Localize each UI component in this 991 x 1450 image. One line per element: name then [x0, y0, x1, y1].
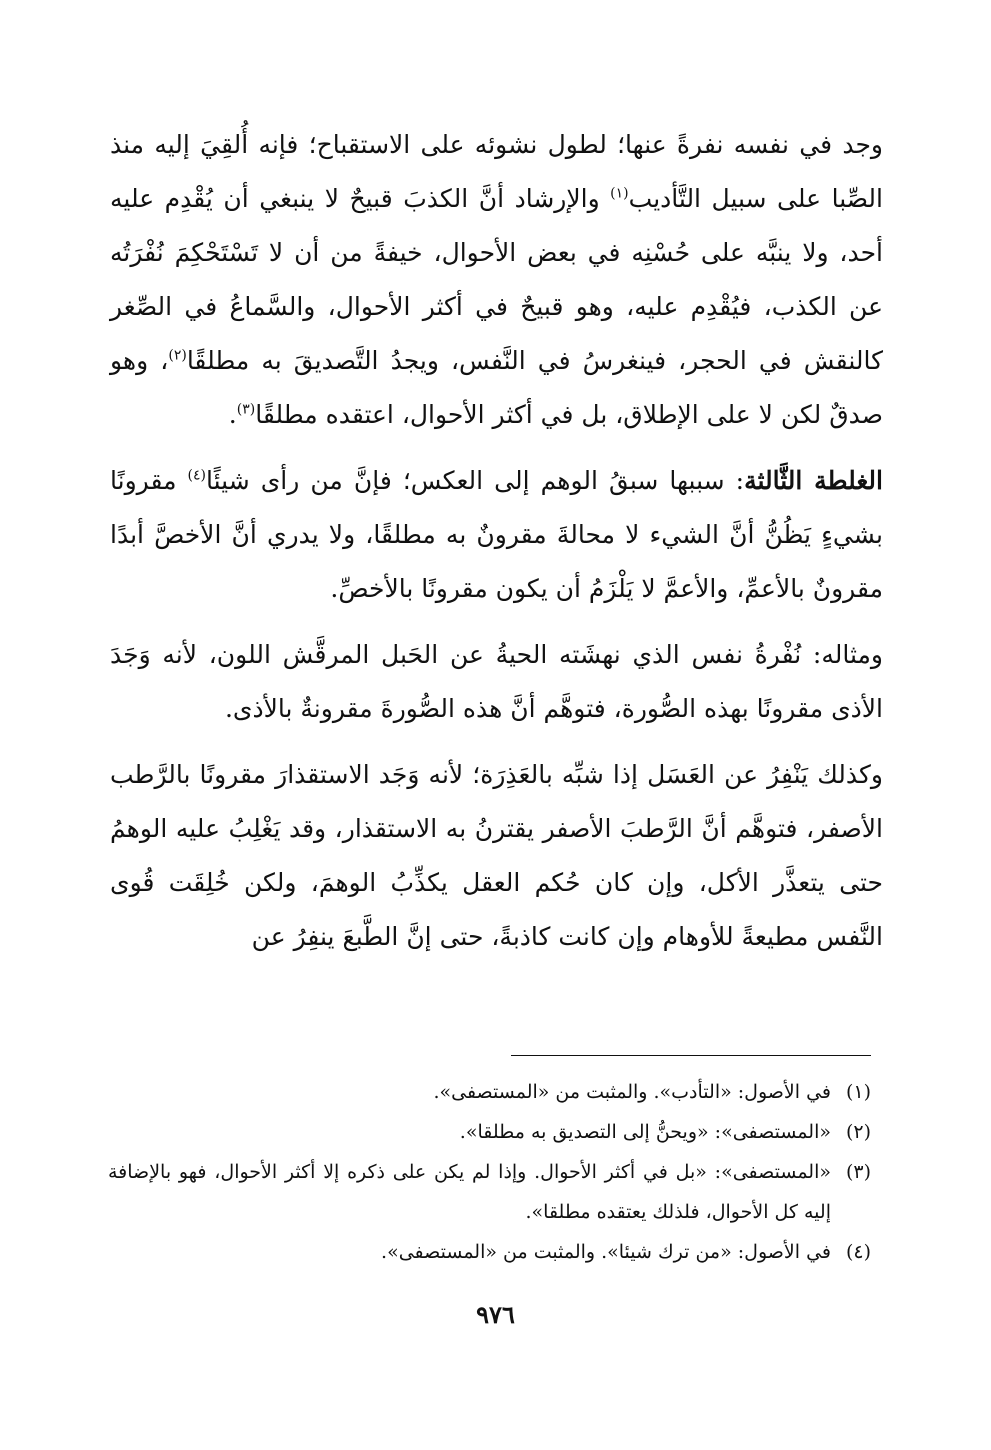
- section-heading: الغلطة الثَّالثة: [744, 466, 883, 495]
- footnote-ref-3: (٣): [236, 401, 256, 418]
- footnotes: [108, 1072, 871, 1272]
- footnote-text: في الأصول: «من ترك شيئا». والمثبت من «المستصفى».: [381, 1241, 831, 1263]
- footnote-number: (٢): [845, 1121, 871, 1143]
- footnote-4: [108, 1232, 871, 1272]
- footnote-number: (٣): [845, 1161, 871, 1183]
- footnote-text: في الأصول: «التأدب». والمثبت من «المستصفى».: [433, 1081, 831, 1103]
- main-text: [110, 118, 883, 976]
- paragraph-1-text-c: ، وهو صدقٌ لكن لا على الإطلاق، بل في أكثر الأحوال، اعتقده مطلقًا: [110, 346, 883, 429]
- paragraph-1-text-b: والإرشاد أنَّ الكذبَ قبيحٌ لا ينبغي أن يُقْدِم عليه أحد، ولا ينبَّه على حُسْنِه في بعض الأحوال، خيفةً من أن لا تَسْتَحْكِمَ نُفْرَتُه عن الكذب، فيُقْدِم عليه، وهو قبيحٌ في أكثر الأحوال، والسَّماعُ في الصِّغر كالنقش في الحجر، فينغرسُ في النَّفس، ويجدُ التَّصديقَ به مطلقًا: [110, 184, 884, 375]
- footnote-number: (١): [845, 1081, 871, 1103]
- paragraph-2-text-b: مقرونًا بشيءٍ يَظُنُّ أنَّ الشيء لا محالةَ مقرونٌ به مطلقًا، ولا يدري أنَّ الأخصَّ أبدًا مقرونٌ بالأعمِّ، والأعمَّ لا يَلْزَمُ أن يكون مقرونًا بالأخصِّ.: [110, 466, 883, 603]
- paragraph-1-text-d: .: [228, 400, 237, 429]
- paragraph-3: ومثاله: نُفْرةُ نفس الذي نهشَته الحيةُ عن الحَبل المرقَّش اللون، لأنه وَجَدَ الأذى مقرونًا بهذه الصُّورة، فتوهَّم أنَّ هذه الصُّورةَ مقرونةٌ بالأذى.: [110, 640, 883, 723]
- footnote-ref-4: (٤): [187, 467, 207, 484]
- paragraph-2: [110, 454, 883, 616]
- page-number: ٩٧٦: [476, 1300, 515, 1329]
- paragraph-1: [110, 118, 883, 442]
- paragraph-1-text-a: وجد في نفسه نفرةً عنها؛ لطول نشوئه على الاستقباح؛ فإنه أُلقِيَ إليه منذ الصِّبا على سبيل التَّأديب: [110, 130, 883, 213]
- footnote-2: [108, 1112, 871, 1152]
- footnote-text: «المستصفى»: «ويحنُّ إلى التصديق به مطلقا».: [459, 1121, 831, 1143]
- paragraph-4: وكذلك يَنْفِرُ عن العَسَل إذا شبِّه بالعَذِرَة؛ لأنه وَجَد الاستقذارَ مقرونًا بالرَّطب الأصفر، فتوهَّم أنَّ الرَّطبَ الأصفر يقترنُ به الاستقذار، وقد يَغْلِبُ عليه الوهمُ حتى يتعذَّر الأكل، وإن كان حُكم العقل يكذِّبُ الوهمَ، ولكن خُلِقَت قُوى النَّفس مطيعةً للأوهام وإن كانت كاذبةً، حتى إنَّ الطَّبعَ ينفِرُ عن: [110, 760, 883, 951]
- footnote-3: [108, 1152, 871, 1232]
- footnote-text: «المستصفى»: «بل في أكثر الأحوال. وإذا لم يكن على ذكره إلا أكثر الأحوال، فهو بالإضافة إليه كل الأحوال، فلذلك يعتقده مطلقا».: [108, 1161, 831, 1223]
- paragraph-2-text-a: : سببها سبقُ الوهم إلى العكس؛ فإنَّ من رأى شيئًا: [206, 466, 745, 495]
- footnote-ref-1: (١): [610, 185, 629, 202]
- footnote-number: (٤): [845, 1241, 871, 1263]
- footnote-1: [108, 1072, 871, 1112]
- footnote-ref-2: (٢): [168, 347, 187, 364]
- footnote-separator: [511, 1055, 871, 1056]
